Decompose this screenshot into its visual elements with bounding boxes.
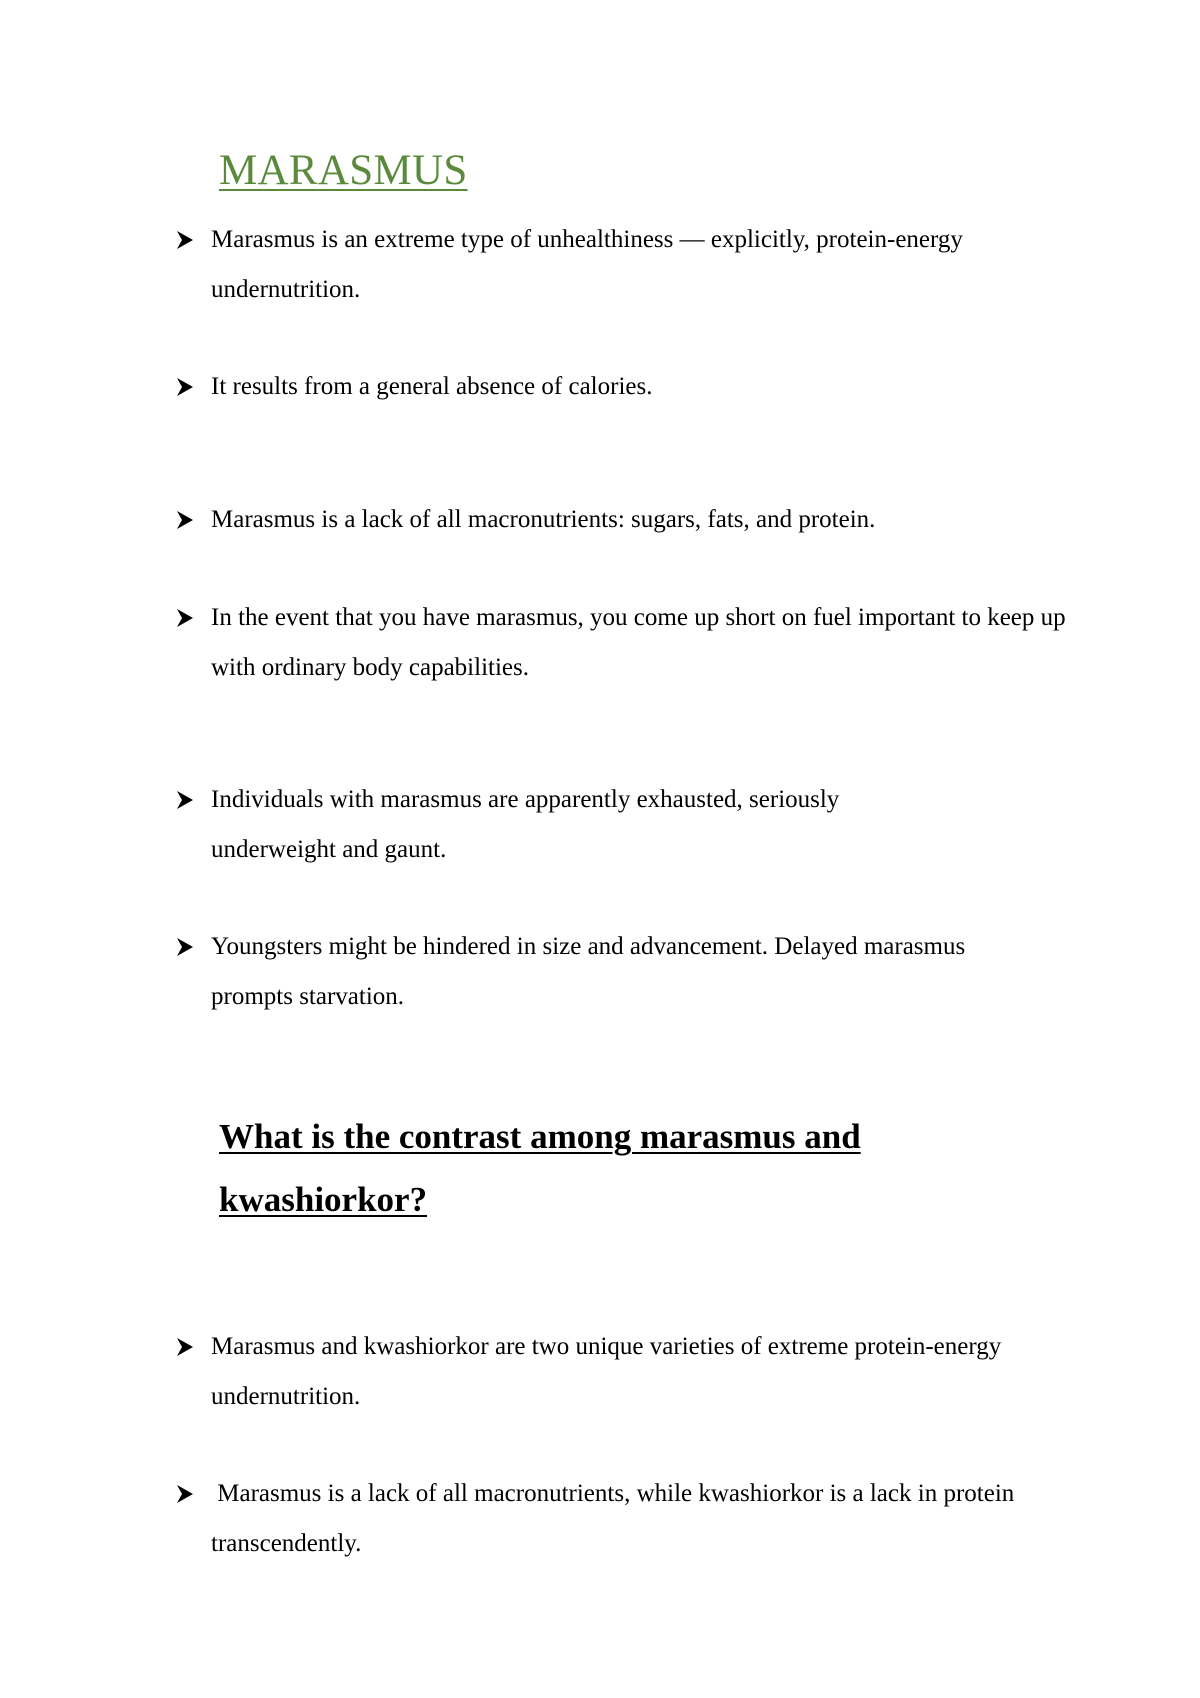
list-item-text: It results from a general absence of calories. — [211, 373, 653, 400]
list-item — [176, 215, 1066, 315]
list-item-text: Marasmus is an extreme type of unhealthiness — explicitly, protein-energy undernutrition. — [211, 226, 963, 303]
arrowhead-bullet-icon — [176, 215, 198, 265]
list-item — [176, 775, 1066, 875]
list-item — [176, 593, 1066, 693]
list-item — [176, 362, 1066, 412]
arrowhead-bullet-icon — [176, 1322, 198, 1372]
arrowhead-bullet-icon — [176, 775, 198, 825]
arrowhead-bullet-icon — [176, 922, 198, 972]
arrowhead-bullet-icon — [176, 495, 198, 545]
list-item — [176, 495, 1066, 545]
list-item-text: In the event that you have marasmus, you come up short on fuel important to keep up with ordinary body capabilities. — [211, 604, 1066, 681]
list-item-text: Marasmus and kwashiorkor are two unique varieties of extreme protein-energy undernutrition. — [211, 1333, 1002, 1410]
list-item-text: Individuals with marasmus are apparently exhausted, seriously underweight and gaunt. — [211, 786, 840, 863]
arrowhead-bullet-icon — [176, 362, 198, 412]
list-item-text: Marasmus is a lack of all macronutrients, while kwashiorkor is a lack in protein transcendently. — [211, 1480, 1021, 1557]
arrowhead-bullet-icon — [176, 593, 198, 643]
list-item — [176, 922, 1066, 1022]
list-item-text: Youngsters might be hindered in size and advancement. Delayed marasmus prompts starvation. — [211, 933, 966, 1010]
section-heading: What is the contrast among marasmus and kwashiorkor? — [219, 1117, 861, 1219]
page-title: MARASMUS — [219, 147, 468, 194]
arrowhead-bullet-icon — [176, 1469, 198, 1519]
list-item — [176, 1469, 1066, 1569]
list-item-text: Marasmus is a lack of all macronutrients: sugars, fats, and protein. — [211, 506, 876, 533]
list-item — [176, 1322, 1066, 1422]
